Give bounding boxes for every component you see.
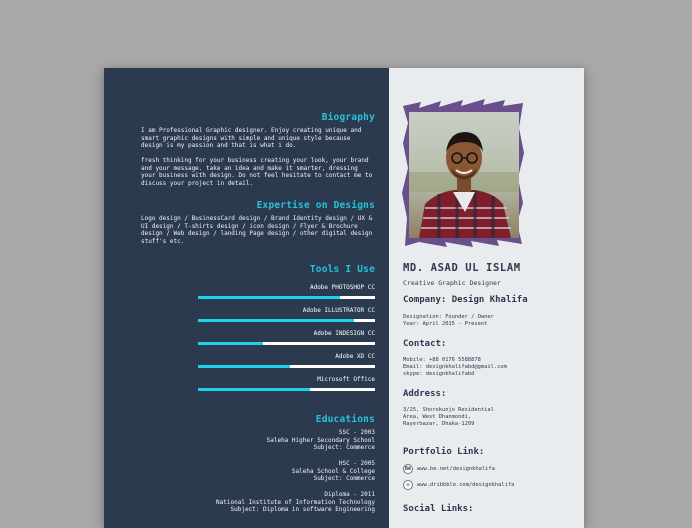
education-subject: Subject: Commerce — [313, 444, 375, 452]
tool-label: Adobe XD CC — [335, 353, 375, 360]
education-subject: Subject: Diploma in software Engineering — [230, 506, 375, 514]
contact-mobile: Mobile: +88 0176 5588878 — [403, 357, 481, 363]
resume-page — [104, 68, 584, 528]
educations-title: Educations — [315, 414, 375, 425]
designation-text: Designation: Founder / Owner — [403, 314, 494, 320]
tool-level-fill — [198, 296, 340, 299]
left-column — [104, 68, 389, 528]
person-name: MD. ASAD UL ISLAM — [403, 262, 521, 274]
biography-paragraph-2: fresh thinking for your business creating your look, your brand and your message. take an idea and make it smarter, dressing your business with design. Do not feel hesitate to contact me to discuss your project in detail. — [141, 157, 373, 187]
tool-level-track — [198, 342, 375, 345]
education-years: HSC - 2005 — [338, 460, 375, 467]
address-title: Address: — [403, 389, 447, 399]
portfolio-link-dribbble[interactable] — [403, 479, 514, 490]
expertise-text: Logo design / BusinessCard design / Brand Identity design / UX & UI design / T-shirts design / icon design / Flyer & Brochure design / Web design / landing Page design / other digital design stuff's etc. — [141, 215, 373, 245]
portfolio-url[interactable]: www.dribbble.com/designkhalifa — [417, 481, 515, 488]
tool-level-track — [198, 365, 375, 368]
education-school: National Institute of Information Technology — [216, 498, 375, 506]
tool-level-fill — [198, 365, 290, 368]
tool-level-track — [198, 319, 375, 322]
education-school: Saleha School & College — [291, 467, 375, 475]
address-info — [403, 407, 494, 429]
person-role: Creative Graphic Designer — [403, 279, 501, 287]
tool-level-fill — [198, 388, 310, 391]
tool-label: Adobe ILLUSTRATOR CC — [302, 307, 375, 314]
biography-title: Biography — [321, 112, 375, 123]
education-years: SSC - 2003 — [338, 429, 375, 436]
tool-item — [198, 353, 375, 369]
tool-label: Microsoft Office — [317, 376, 375, 383]
education-years: Diploma - 2011 — [324, 491, 375, 498]
education-entry — [175, 429, 375, 452]
education-school: Saleha Higher Secondary School — [266, 436, 375, 444]
profile-photo — [401, 98, 525, 248]
contact-title: Contact: — [403, 339, 447, 349]
portfolio-url[interactable]: www.be.net/designkhalifa — [417, 465, 495, 472]
education-entry — [175, 491, 375, 514]
social-title: Social Links: — [403, 504, 474, 514]
tool-label: Adobe PHOTOSHOP CC — [309, 284, 375, 291]
address-line: Rayerbazar, Dhaka-1209 — [403, 421, 475, 428]
address-line: 3/25, Shorokunjo Residential — [403, 407, 494, 413]
biography-paragraph-1: I am Professional Graphic designer. Enjoy creating unique and smart graphic designs with simple and unique style because design is my passion and that is what i do. — [141, 127, 362, 150]
tool-level-track — [198, 388, 375, 391]
tool-item — [198, 284, 375, 300]
tools-title: Tools I Use — [309, 264, 375, 275]
contact-info — [403, 357, 507, 379]
education-subject: Subject: Commerce — [313, 475, 375, 483]
designation — [403, 314, 494, 328]
portfolio-link-behance[interactable] — [403, 463, 495, 474]
portrait-illustration — [409, 112, 519, 238]
address-line: Area, West Dhanmondi, — [403, 414, 472, 421]
dribbble-icon: ◎ — [403, 480, 413, 490]
education-entry — [175, 460, 375, 483]
portrait-image — [409, 112, 519, 238]
company-name: Company: Design Khalifa — [403, 295, 528, 305]
tool-level-track — [198, 296, 375, 299]
tool-label: Adobe INDESIGN CC — [313, 330, 375, 337]
year-text: Year: April 2015 - Present — [403, 321, 488, 328]
contact-email[interactable]: Email: designkhalifabd@gmail.com — [403, 364, 507, 371]
tool-level-fill — [198, 319, 354, 322]
expertise-title: Expertise on Designs — [256, 200, 375, 211]
right-column — [389, 68, 584, 528]
tool-item — [198, 307, 375, 323]
behance-icon: Bē — [404, 465, 412, 472]
portfolio-title: Portfolio Link: — [403, 447, 485, 457]
tool-item — [198, 330, 375, 346]
tool-item — [198, 376, 375, 392]
tool-level-fill — [198, 342, 263, 345]
contact-skype: skype: designkhalifabd — [403, 371, 475, 378]
